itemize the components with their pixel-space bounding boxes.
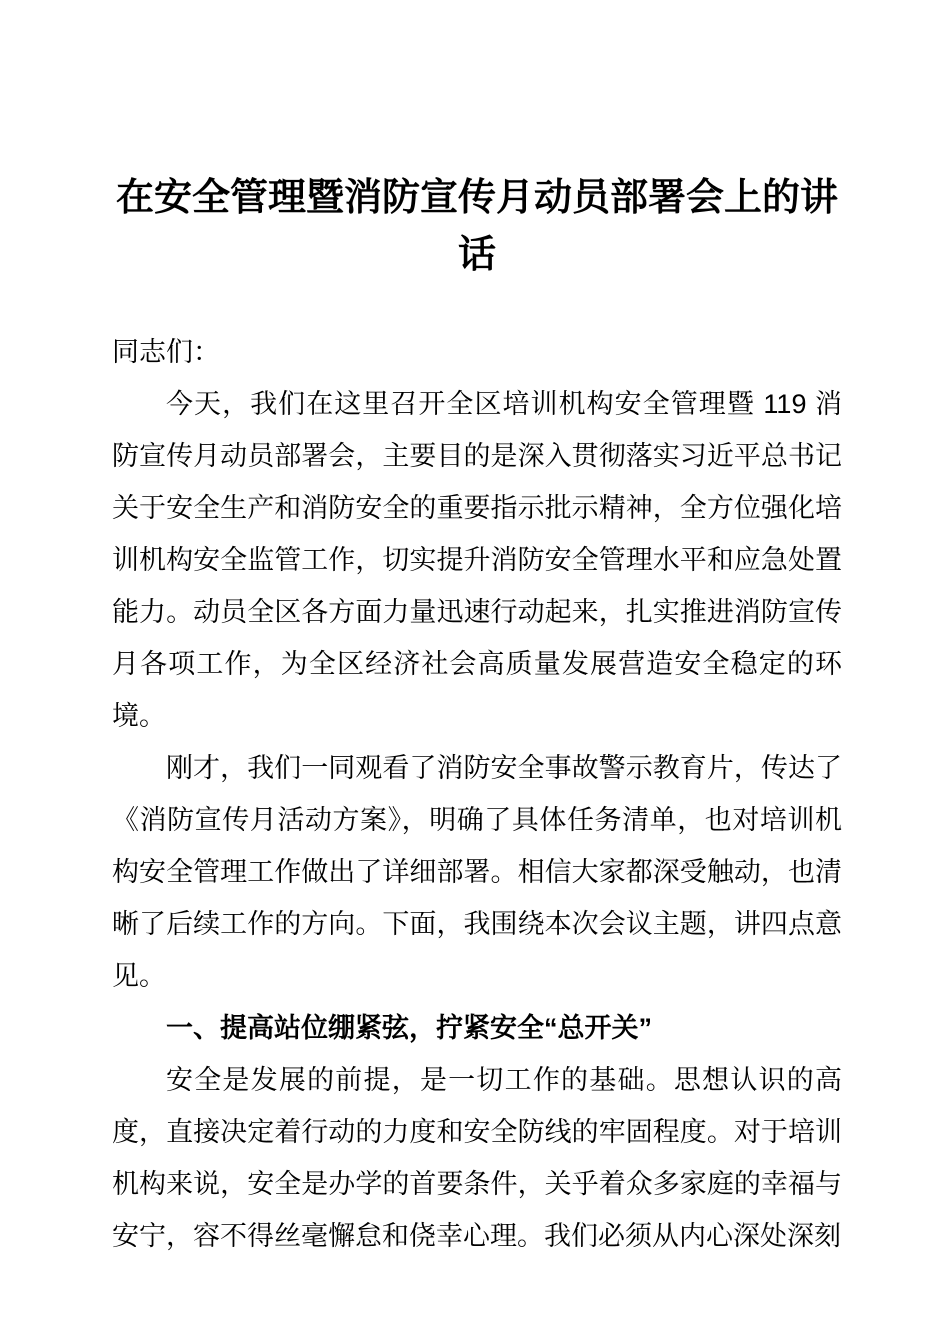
document-title: 在安全管理暨消防宣传月动员部署会上的讲话 (115, 177, 838, 276)
salutation-line: 同志们： (112, 337, 220, 367)
paragraph-section-1-body: 安全是发展的前提，是一切工作的基础。思想认识的高度，直接决定着行动的力度和安全防线的牢固程度。对于培训机构来说，安全是办学的首要条件，关乎着众多家庭的幸福与安宁，容不得丝毫懈怠和侥幸心理。我们必须从内心深处深刻 (112, 1065, 842, 1251)
paragraph-opening: 今天，我们在这里召开全区培训机构安全管理暨 119 消防宣传月动员部署会，主要目的是深入贯彻落实习近平总书记关于安全生产和消防安全的重要指示批示精神，全方位强化培训机构安全监管工作，切实提升消防安全管理水平和应急处置能力。动员全区各方面力量迅速行动起来，扎实推进消防宣传月各项工作，为全区经济社会高质量发展营造安全稳定的环境。 (112, 389, 842, 731)
section-heading-1: 一、提高站位绷紧弦，拧紧安全“总开关” (166, 1013, 652, 1043)
paragraph-recap: 刚才，我们一同观看了消防安全事故警示教育片，传达了《消防宣传月活动方案》，明确了具体任务清单，也对培训机构安全管理工作做出了详细部署。相信大家都深受触动，也清晰了后续工作的方向。下面，我围绕本次会议主题，讲四点意见。 (112, 753, 842, 991)
document-body (112, 326, 842, 1262)
